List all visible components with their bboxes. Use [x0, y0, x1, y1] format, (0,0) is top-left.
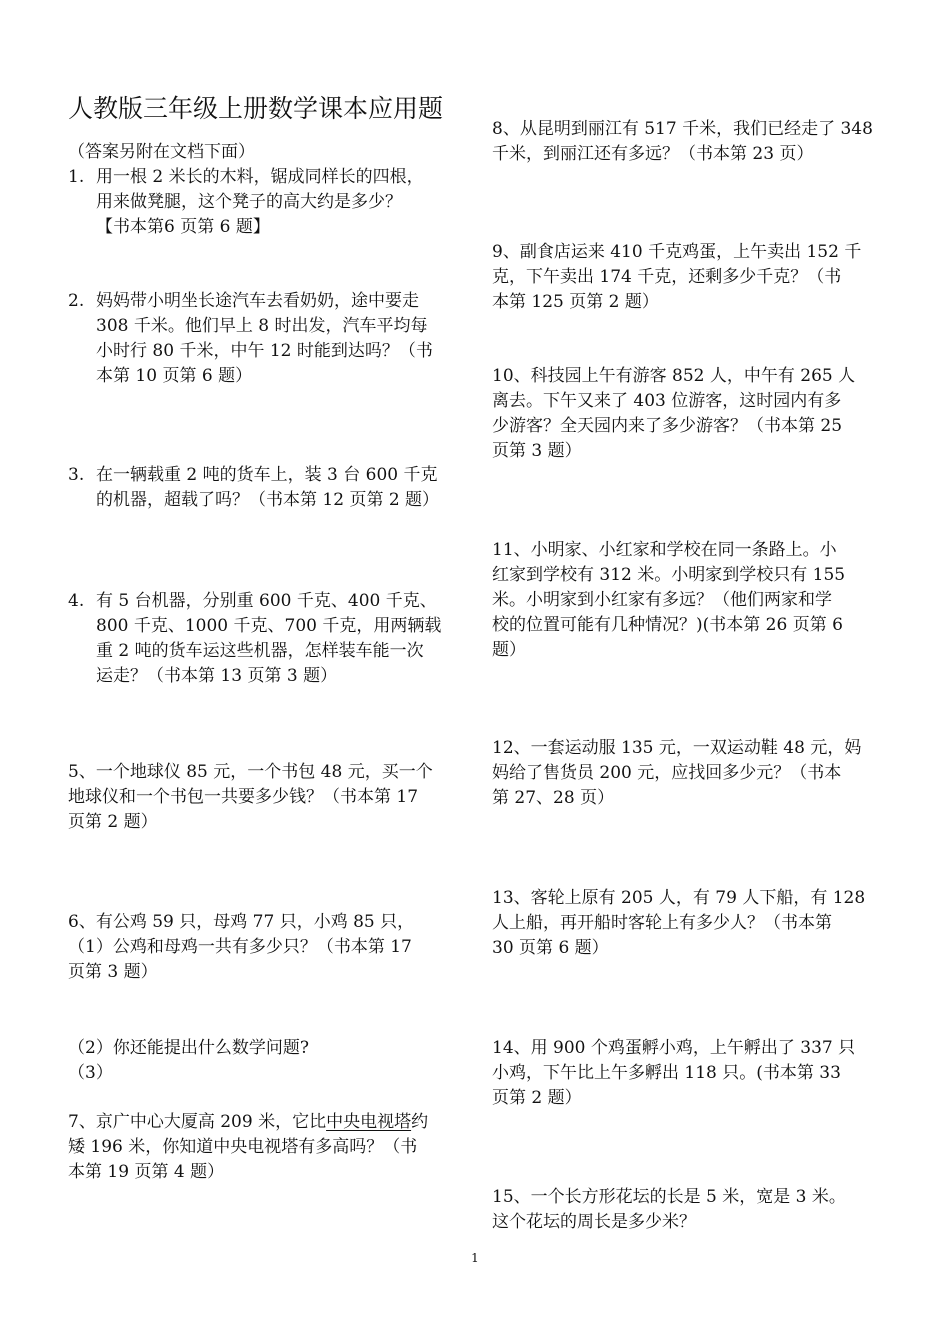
question-1: [68, 165, 468, 240]
question-number: 1.: [68, 167, 85, 187]
question-14: [492, 1036, 892, 1111]
question-text-line: 11、小明家、小红家和学校在同一条路上。小: [492, 540, 837, 560]
question-text-line: 800 千克、1000 千克、700 千克，用两辆载: [96, 616, 442, 636]
question-text-line: 本第 10 页第 6 题）: [96, 366, 253, 386]
question-text-line: 15、一个长方形花坛的长是 5 米，宽是 3 米。: [492, 1187, 846, 1207]
question-number: 3.: [68, 465, 85, 485]
question-13: [492, 886, 892, 961]
question-text-line: 红家到学校有 312 米。小明家到学校只有 155: [492, 565, 846, 585]
question-text-line: （3）: [68, 1063, 113, 1083]
question-text-line: 【书本第6 页第 6 题】: [96, 217, 270, 237]
question-text-line: 妈妈带小明坐长途汽车去看奶奶，途中要走: [96, 291, 419, 311]
question-3: [68, 463, 468, 513]
question-text-line: 页第 3 题）: [492, 441, 582, 461]
question-text-line: 地球仪和一个书包一共要多少钱？（书本第 17: [68, 787, 419, 807]
question-text-line: 少游客？全天园内来了多少游客？（书本第 25: [492, 416, 843, 436]
question-text-line: 矮 196 米，你知道中央电视塔有多高吗？（书: [68, 1137, 418, 1157]
question-text-line: 8、从昆明到丽江有 517 千米，我们已经走了 348: [492, 119, 873, 139]
question-12: [492, 736, 892, 811]
question-text-line: 308 千米。他们早上 8 时出发，汽车平均每: [96, 316, 428, 336]
question-text-line: 用来做凳腿，这个凳子的高大约是多少？: [96, 192, 402, 212]
question-text-line: 离去。下午又来了 403 位游客，这时园内有多: [492, 391, 842, 411]
question-text-line: 14、用 900 个鸡蛋孵小鸡，上午孵出了 337 只: [492, 1038, 856, 1058]
question-8: [492, 117, 892, 167]
question-text-line: 题）: [492, 640, 526, 660]
question-10: [492, 364, 892, 464]
question-6-subparts: [68, 1036, 468, 1086]
question-6: [68, 910, 468, 985]
question-11: [492, 538, 892, 663]
question-4: [68, 589, 468, 689]
question-text-line: 页第 2 题）: [68, 812, 158, 832]
question-number: 2.: [68, 291, 85, 311]
question-text-line: 有 5 台机器，分别重 600 千克、400 千克、: [96, 591, 437, 611]
question-text-line: 人上船，再开船时客轮上有多少人？（书本第: [492, 913, 832, 933]
question-7: [68, 1110, 468, 1185]
question-text-line: 在一辆载重 2 吨的货车上，装 3 台 600 千克: [96, 465, 438, 485]
question-text-line: 页第 2 题）: [492, 1088, 582, 1108]
question-text-line: 这个花坛的周长是多少米？: [492, 1212, 696, 1232]
question-text-line: 30 页第 6 题）: [492, 938, 609, 958]
question-text-line: （2）你还能提出什么数学问题?: [68, 1038, 309, 1058]
question-text-line: 的机器，超载了吗？（书本第 12 页第 2 题）: [96, 490, 440, 510]
question-text-line: 9、副食店运来 410 千克鸡蛋，上午卖出 152 千: [492, 242, 862, 262]
question-text-line: 米。小明家到小红家有多远？（他们两家和学: [492, 590, 832, 610]
question-text-line: 7、京广中心大厦高 209 米，它比中央电视塔约: [68, 1112, 429, 1132]
question-text-line: 重 2 吨的货车运这些机器，怎样装车能一次: [96, 641, 424, 661]
question-text-line: 13、客轮上原有 205 人，有 79 人下船，有 128: [492, 888, 866, 908]
question-text-line: 第 27、28 页）: [492, 788, 615, 808]
question-text-line: 小时行 80 千米，中午 12 时能到达吗？（书: [96, 341, 433, 361]
question-text-line: 12、一套运动服 135 元，一双运动鞋 48 元，妈: [492, 738, 862, 758]
question-text-line: 校的位置可能有几种情况？)(书本第 26 页第 6: [492, 615, 843, 635]
underlined-text: 中央电视塔: [326, 1112, 412, 1132]
question-text-line: 千米，到丽江还有多远？（书本第 23 页）: [492, 144, 814, 164]
page-title: 人教版三年级上册数学课本应用题: [68, 94, 444, 123]
question-text-line: 页第 3 题）: [68, 962, 158, 982]
question-text-line: 6、有公鸡 59 只，母鸡 77 只，小鸡 85 只，: [68, 912, 415, 932]
question-text-line: 本第 19 页第 4 题）: [68, 1162, 225, 1182]
page-number: 1: [471, 1251, 479, 1265]
question-9: [492, 240, 892, 315]
question-text-line: 运走？（书本第 13 页第 3 题）: [96, 666, 338, 686]
question-2: [68, 289, 468, 389]
question-5: [68, 760, 468, 835]
question-text-line: 小鸡，下午比上午多孵出 118 只。(书本第 33: [492, 1063, 841, 1083]
question-text-line: （1）公鸡和母鸡一共有多少只？（书本第 17: [68, 937, 412, 957]
question-15: [492, 1185, 892, 1235]
answer-note: （答案另附在文档下面）: [68, 142, 255, 162]
question-text-line: 10、科技园上午有游客 852 人，中午有 265 人: [492, 366, 856, 386]
question-text-line: 5、一个地球仪 85 元，一个书包 48 元，买一个: [68, 762, 433, 782]
question-number: 4.: [68, 591, 85, 611]
question-text-line: 克，下午卖出 174 千克，还剩多少千克？（书: [492, 267, 842, 287]
question-text-line: 本第 125 页第 2 题）: [492, 292, 659, 312]
question-text-line: 用一根 2 米长的木料，锯成同样长的四根，: [96, 167, 424, 187]
question-text-line: 妈给了售货员 200 元，应找回多少元？（书本: [492, 763, 842, 783]
